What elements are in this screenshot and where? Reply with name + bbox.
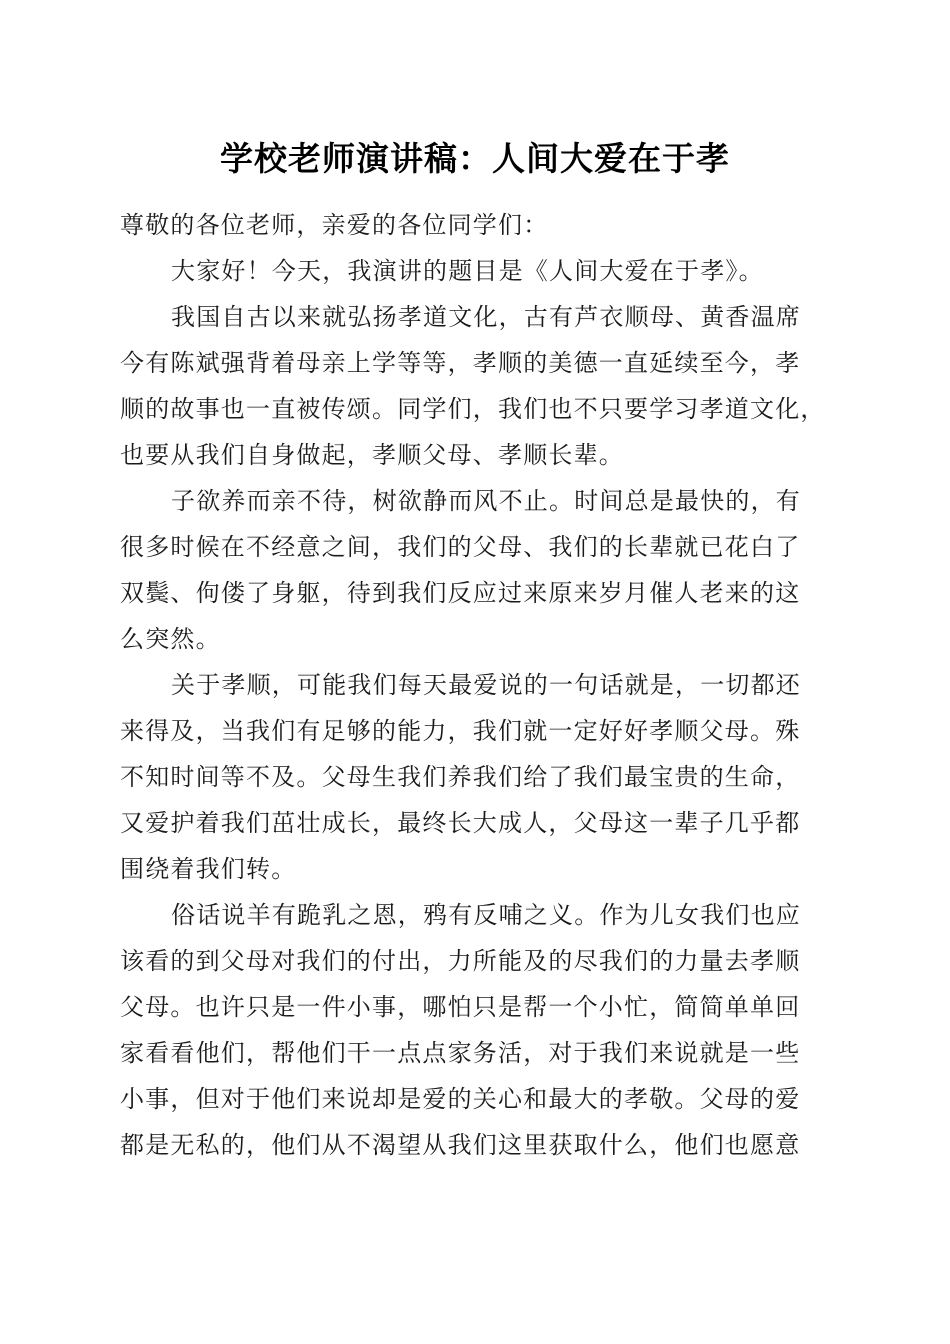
paragraph-line: 也要从我们自身做起，孝顺父母、孝顺长辈。: [120, 441, 624, 469]
paragraph-line: 关于孝顺，可能我们每天最爱说的一句话就是，一切都还: [171, 671, 801, 699]
paragraph-line: 围绕着我们转。: [120, 855, 297, 883]
paragraph-line: 么突然。: [120, 625, 221, 653]
paragraph: [120, 892, 840, 1168]
paragraph-line: 家看看他们，帮他们干一点点家务活，对于我们来说就是一些: [120, 1039, 801, 1067]
paragraph-line: 很多时候在不经意之间，我们的父母、我们的长辈就已花白了: [120, 533, 801, 561]
paragraph: [120, 478, 840, 662]
paragraph-line: 子欲养而亲不待，树欲静而风不止。时间总是最快的，有: [171, 487, 801, 515]
paragraph-line: 该看的到父母对我们的付出，力所能及的尽我们的力量去孝顺: [120, 947, 801, 975]
document-body: [120, 202, 840, 1168]
greeting-line: 尊敬的各位老师，亲爱的各位同学们：: [120, 211, 549, 239]
paragraph-line: 今有陈斌强背着母亲上学等等，孝顺的美德一直延续至今，孝: [120, 349, 801, 377]
paragraph-line: 父母。也许只是一件小事，哪怕只是帮一个小忙，简简单单回: [120, 993, 801, 1021]
paragraph-line: 俗话说羊有跪乳之恩，鸦有反哺之义。作为儿女我们也应: [171, 901, 801, 929]
paragraph-line: 顺的故事也一直被传颂。同学们，我们也不只要学习孝道文化，: [120, 395, 826, 423]
paragraph-line: 又爱护着我们茁壮成长，最终长大成人，父母这一辈子几乎都: [120, 809, 801, 837]
paragraph-line: 双鬓、佝偻了身躯，待到我们反应过来原来岁月催人老来的这: [120, 579, 801, 607]
paragraph-line: 小事，但对于他们来说却是爱的关心和最大的孝敬。父母的爱: [120, 1085, 801, 1113]
paragraph: [120, 294, 840, 478]
paragraph: [120, 248, 840, 294]
paragraph: [120, 662, 840, 892]
document-title: 学校老师演讲稿：人间大爱在于孝: [220, 139, 730, 178]
paragraph-line: 来得及，当我们有足够的能力，我们就一定好好孝顺父母。殊: [120, 717, 801, 745]
paragraph-line: 不知时间等不及。父母生我们养我们给了我们最宝贵的生命，: [120, 763, 801, 791]
paragraph-line: 大家好！今天，我演讲的题目是《人间大爱在于孝》。: [171, 257, 764, 285]
paragraph-line: 我国自古以来就弘扬孝道文化，古有芦衣顺母、黄香温席: [171, 303, 801, 331]
paragraph-line: 都是无私的，他们从不渴望从我们这里获取什么，他们也愿意: [120, 1131, 801, 1159]
